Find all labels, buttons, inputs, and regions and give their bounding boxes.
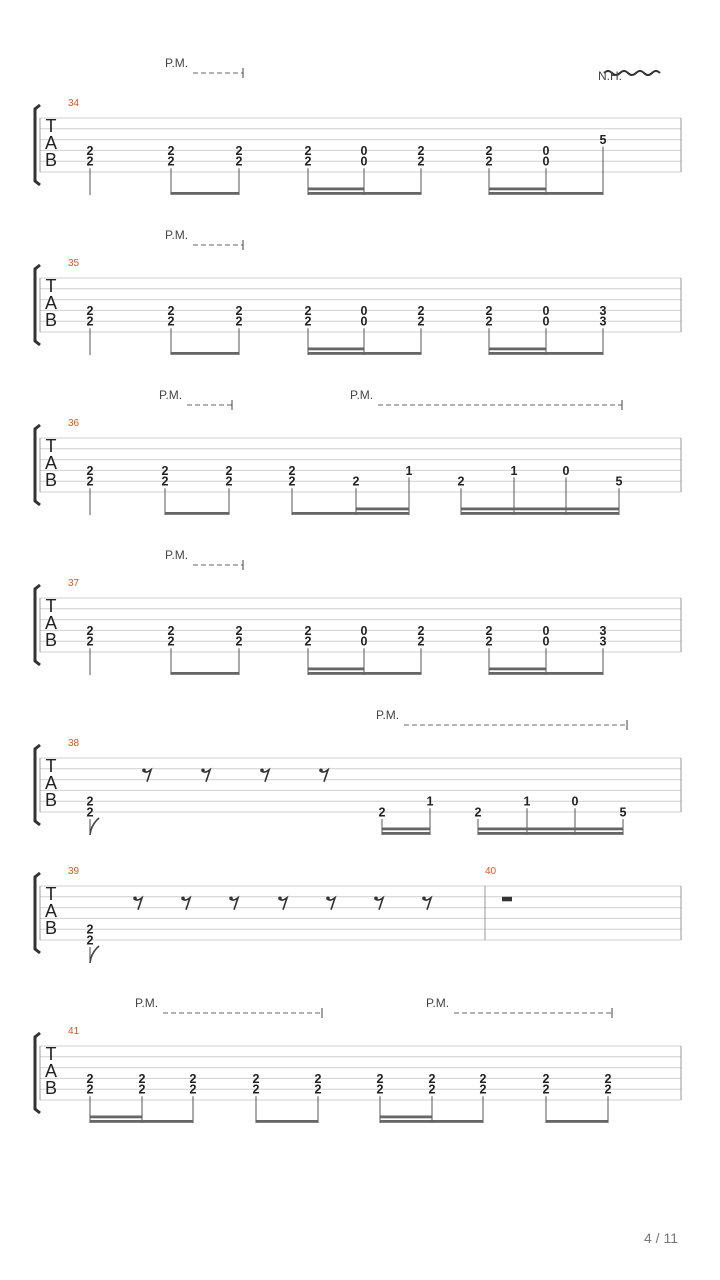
fret-number: 0 xyxy=(542,303,550,318)
tab-clef-letter: A xyxy=(44,293,58,313)
fret-number: 2 xyxy=(304,303,312,318)
note-beam xyxy=(356,508,409,511)
fret-number: 2 xyxy=(225,474,233,489)
fret-number: 2 xyxy=(288,463,296,478)
fret-number: 2 xyxy=(417,143,425,158)
system-bracket xyxy=(35,745,40,825)
measure-number: 41 xyxy=(68,1026,80,1037)
eighth-rest-dot xyxy=(326,897,330,901)
note-beam xyxy=(489,672,603,675)
fret-number: 2 xyxy=(138,1071,146,1086)
fret-number: 2 xyxy=(86,143,94,158)
measure-number: 40 xyxy=(485,866,497,877)
note-beam xyxy=(461,508,619,511)
note-beam xyxy=(489,348,546,351)
tab-system-1 xyxy=(35,68,681,195)
fret-number: 2 xyxy=(417,314,425,329)
fret-number: 2 xyxy=(304,623,312,638)
fret-number: 0 xyxy=(542,634,550,649)
fret-number: 2 xyxy=(304,314,312,329)
tab-clef-letter: B xyxy=(44,918,58,938)
eighth-rest-dot xyxy=(374,897,378,901)
fret-number: 2 xyxy=(485,623,493,638)
fret-number: 2 xyxy=(428,1082,436,1097)
tab-clef-letter: B xyxy=(44,630,58,650)
note-beam xyxy=(90,1116,142,1119)
tab-clef-letter: T xyxy=(45,276,57,296)
fret-number: 0 xyxy=(360,143,368,158)
fret-number: 5 xyxy=(599,133,607,148)
fret-number: 2 xyxy=(474,805,482,820)
fret-number: 2 xyxy=(161,474,169,489)
fret-number: 0 xyxy=(562,463,570,478)
fret-number: 2 xyxy=(485,303,493,318)
fret-number: 2 xyxy=(485,634,493,649)
palm-mute-label: P.M. xyxy=(165,56,189,70)
fret-number: 2 xyxy=(542,1082,550,1097)
fret-number: 0 xyxy=(360,314,368,329)
tab-clef-letter: T xyxy=(45,756,57,776)
fret-number: 2 xyxy=(304,634,312,649)
tab-clef-letter: B xyxy=(44,310,58,330)
fret-number: 2 xyxy=(314,1071,322,1086)
note-beam xyxy=(90,1120,193,1123)
fret-number: 2 xyxy=(86,922,94,937)
fret-number: 5 xyxy=(615,474,623,489)
note-beam xyxy=(489,352,603,355)
fret-number: 5 xyxy=(619,805,627,820)
note-beam xyxy=(380,1116,432,1119)
measure-number: 39 xyxy=(68,866,80,877)
fret-number: 2 xyxy=(235,314,243,329)
note-beam xyxy=(165,512,229,515)
system-bracket xyxy=(35,265,40,345)
system-bracket xyxy=(35,105,40,185)
fret-number: 2 xyxy=(167,143,175,158)
fret-number: 2 xyxy=(457,474,465,489)
note-beam xyxy=(489,188,546,191)
fret-number: 2 xyxy=(417,623,425,638)
eighth-rest-dot xyxy=(142,769,146,773)
measure-number: 38 xyxy=(68,738,80,749)
tab-clef-letter: T xyxy=(45,116,57,136)
eighth-rest-dot xyxy=(422,897,426,901)
fret-number: 0 xyxy=(360,634,368,649)
fret-number: 2 xyxy=(86,314,94,329)
fret-number: 2 xyxy=(352,474,360,489)
fret-number: 0 xyxy=(542,143,550,158)
fret-number: 2 xyxy=(304,154,312,169)
fret-number: 2 xyxy=(376,1082,384,1097)
palm-mute-label: P.M. xyxy=(165,548,189,562)
fret-number: 2 xyxy=(86,463,94,478)
eighth-rest-dot xyxy=(133,897,137,901)
fret-number: 2 xyxy=(479,1082,487,1097)
tab-clef-letter: T xyxy=(45,596,57,616)
eighth-rest-dot xyxy=(260,769,264,773)
fret-number: 2 xyxy=(314,1082,322,1097)
fret-number: 2 xyxy=(235,143,243,158)
fret-number: 2 xyxy=(86,933,94,948)
measure-number: 37 xyxy=(68,578,80,589)
fret-number: 2 xyxy=(167,634,175,649)
fret-number: 2 xyxy=(86,623,94,638)
note-beam xyxy=(308,352,421,355)
fret-number: 2 xyxy=(604,1082,612,1097)
tab-system-2 xyxy=(35,240,681,355)
fret-number: 2 xyxy=(417,154,425,169)
note-beam xyxy=(489,668,546,671)
fret-number: 2 xyxy=(485,314,493,329)
system-bracket xyxy=(35,1033,40,1113)
fret-number: 2 xyxy=(167,623,175,638)
fret-number: 2 xyxy=(235,154,243,169)
tab-clef-letter: A xyxy=(44,1061,58,1081)
fret-number: 2 xyxy=(252,1071,260,1086)
tab-clef-letter: A xyxy=(44,773,58,793)
palm-mute-label: P.M. xyxy=(426,996,450,1010)
fret-number: 0 xyxy=(571,794,579,809)
tab-clef-letter: A xyxy=(44,613,58,633)
note-beam xyxy=(171,192,239,195)
fret-number: 2 xyxy=(542,1071,550,1086)
note-beam xyxy=(171,672,239,675)
fret-number: 3 xyxy=(599,634,607,649)
fret-number: 2 xyxy=(167,154,175,169)
fret-number: 2 xyxy=(235,303,243,318)
fret-number: 2 xyxy=(428,1071,436,1086)
fret-number: 2 xyxy=(86,303,94,318)
note-beam xyxy=(292,512,409,515)
tab-system-3 xyxy=(35,400,681,515)
fret-number: 2 xyxy=(86,1082,94,1097)
fret-number: 2 xyxy=(225,463,233,478)
tab-clef-letter: B xyxy=(44,470,58,490)
tab-clef-letter: B xyxy=(44,790,58,810)
fret-number: 2 xyxy=(138,1082,146,1097)
fret-number: 0 xyxy=(542,314,550,329)
tab-system-5 xyxy=(35,720,681,835)
fret-number: 2 xyxy=(86,805,94,820)
fret-number: 0 xyxy=(360,154,368,169)
note-beam xyxy=(382,828,430,831)
fret-number: 2 xyxy=(252,1082,260,1097)
fret-number: 2 xyxy=(417,303,425,318)
palm-mute-label: P.M. xyxy=(165,228,189,242)
note-beam xyxy=(256,1120,318,1123)
fret-number: 2 xyxy=(86,154,94,169)
fret-number: 0 xyxy=(542,154,550,169)
tab-clef-letter: B xyxy=(44,1078,58,1098)
eighth-rest-dot xyxy=(201,769,205,773)
system-bracket xyxy=(35,425,40,505)
note-beam xyxy=(478,828,623,831)
fret-number: 2 xyxy=(378,805,386,820)
tab-clef-letter: T xyxy=(45,884,57,904)
fret-number: 2 xyxy=(167,303,175,318)
fret-number: 1 xyxy=(523,794,531,809)
fret-number: 2 xyxy=(376,1071,384,1086)
note-beam xyxy=(382,832,430,835)
tab-clef-letter: A xyxy=(44,901,58,921)
note-beam xyxy=(308,672,421,675)
palm-mute-label: P.M. xyxy=(376,708,400,722)
fret-number: 3 xyxy=(599,314,607,329)
note-beam xyxy=(308,192,421,195)
tab-system-4 xyxy=(35,560,681,675)
fret-number: 2 xyxy=(485,154,493,169)
note-flag xyxy=(90,818,99,835)
fret-number: 2 xyxy=(235,634,243,649)
measure-number: 35 xyxy=(68,258,80,269)
fret-number: 2 xyxy=(479,1071,487,1086)
eighth-rest-dot xyxy=(229,897,233,901)
eighth-rest-dot xyxy=(181,897,185,901)
fret-number: 2 xyxy=(417,634,425,649)
fret-number: 2 xyxy=(485,143,493,158)
note-beam xyxy=(308,668,364,671)
note-beam xyxy=(478,832,623,835)
palm-mute-label: P.M. xyxy=(159,388,183,402)
natural-harmonic-label: N.H. xyxy=(598,69,622,83)
note-beam xyxy=(308,188,364,191)
fret-number: 2 xyxy=(86,634,94,649)
eighth-rest-dot xyxy=(319,769,323,773)
fret-number: 2 xyxy=(189,1071,197,1086)
fret-number: 2 xyxy=(167,314,175,329)
fret-number: 0 xyxy=(360,303,368,318)
fret-number: 2 xyxy=(161,463,169,478)
tab-clef-letter: A xyxy=(44,453,58,473)
note-beam xyxy=(380,1120,483,1123)
tab-system-7 xyxy=(35,1008,681,1123)
fret-number: 2 xyxy=(189,1082,197,1097)
fret-number: 2 xyxy=(288,474,296,489)
fret-number: 2 xyxy=(86,1071,94,1086)
tab-clef-letter: B xyxy=(44,150,58,170)
note-flag xyxy=(90,946,99,963)
fret-number: 3 xyxy=(599,303,607,318)
fret-number: 0 xyxy=(542,623,550,638)
fret-number: 2 xyxy=(304,143,312,158)
fret-number: 2 xyxy=(86,474,94,489)
palm-mute-label: P.M. xyxy=(135,996,159,1010)
tab-clef-letter: T xyxy=(45,436,57,456)
note-beam xyxy=(461,512,619,515)
note-beam xyxy=(489,192,603,195)
whole-rest xyxy=(502,897,512,902)
fret-number: 1 xyxy=(510,463,518,478)
fret-number: 2 xyxy=(235,623,243,638)
fret-number: 2 xyxy=(86,794,94,809)
system-bracket xyxy=(35,873,40,953)
palm-mute-label: P.M. xyxy=(350,388,374,402)
tab-system-6 xyxy=(35,873,681,963)
fret-number: 3 xyxy=(599,623,607,638)
note-beam xyxy=(308,348,364,351)
fret-number: 0 xyxy=(360,623,368,638)
fret-number: 1 xyxy=(405,463,413,478)
measure-number: 36 xyxy=(68,418,80,429)
measure-number: 34 xyxy=(68,98,80,109)
eighth-rest-dot xyxy=(278,897,282,901)
note-beam xyxy=(171,352,239,355)
fret-number: 1 xyxy=(426,794,434,809)
fret-number: 2 xyxy=(604,1071,612,1086)
note-beam xyxy=(546,1120,608,1123)
page-number: 4 / 11 xyxy=(644,1230,678,1246)
tab-clef-letter: T xyxy=(45,1044,57,1064)
system-bracket xyxy=(35,585,40,665)
tab-clef-letter: A xyxy=(44,133,58,153)
